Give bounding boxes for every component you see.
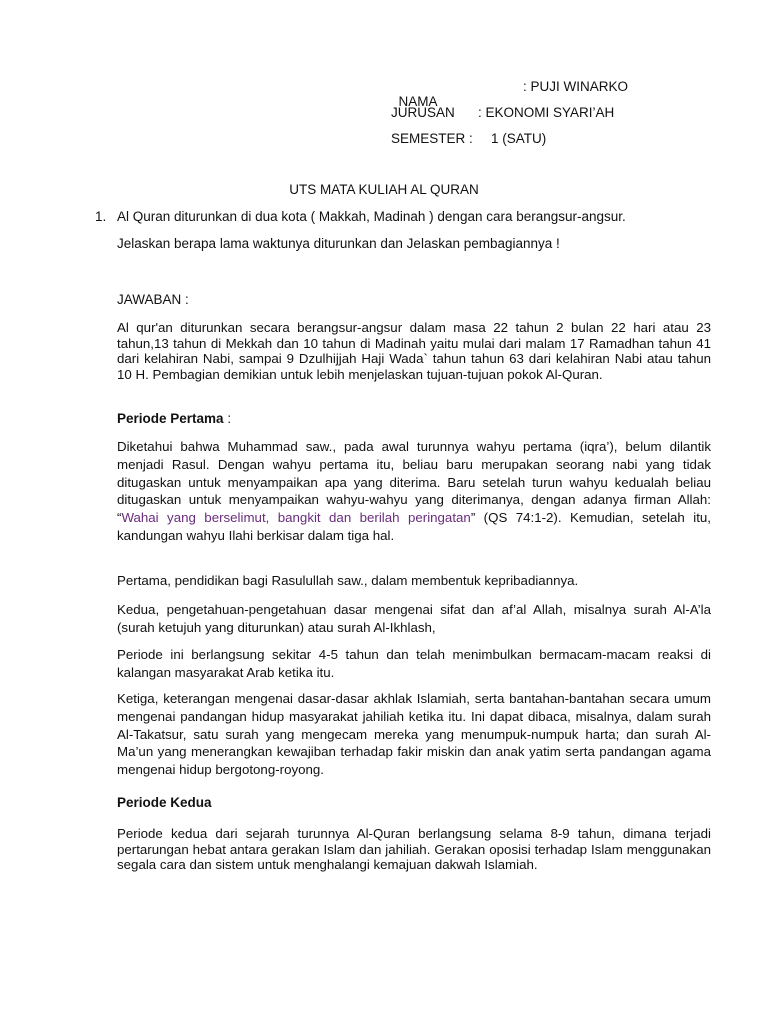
nama-label: NAMA: [398, 94, 438, 109]
semester-label: SEMESTER :: [391, 131, 473, 146]
periode-pertama-title: Periode Pertama: [117, 411, 224, 426]
p1-text-after: ” (QS 74:1-2). Kemudian, setelah itu, kandungan wahyu Ilahi berkisar dalam tiga hal.: [117, 510, 711, 543]
intro-paragraph: Al qur'an diturunkan secara berangsur-angsur dalam masa 22 tahun 2 bulan 22 hari atau 23 tahun,13 tahun di Mekkah dan 10 tahun di Madinah yaitu mulai dari malam 17 Ramadhan tahun 41 dari kelahiran Nabi, sampai 9 Dzulhijjah Haji Wada` tahun tahun 63 dari kelahiran Nabi atau tahun 10 H. Pembagian demikian untuk lebih menjelaskan tujuan-tujuan pokok Al-Quran.: [117, 320, 711, 382]
quran-quote: Wahai yang berselimut, bangkit dan berilah peringatan: [121, 510, 471, 526]
jurusan-value: : EKONOMI SYARI’AH: [478, 105, 615, 120]
question-line-2: Jelaskan berapa lama waktunya diturunkan dan Jelaskan pembagiannya !: [117, 236, 560, 251]
jurusan-label: JURUSAN: [391, 105, 455, 120]
periode-kedua-paragraph-1: Periode kedua dari sejarah turunnya Al-Quran berlangsung selama 8-9 tahun, dimana terjadi pertarungan hebat antara gerakan Islam dan jahiliah. Gerakan oposisi terhadap Islam menggunakan segala cara dan sistem untuk menghalangi kemajuan dakwah Islamiah.: [117, 826, 711, 872]
periode-pertama-paragraph-4: Periode ini berlangsung sekitar 4-5 tahun dan telah menimbulkan bermacam-macam reaksi di kalangan masyarakat Arab ketika itu.: [117, 647, 711, 680]
nama-value: : PUJI WINARKO: [523, 79, 629, 94]
question-line-1: Al Quran diturunkan di dua kota ( Makkah, Madinah ) dengan cara berangsur-angsur.: [117, 209, 626, 224]
periode-pertama-paragraph-5: Ketiga, keterangan mengenai dasar-dasar akhlak Islamiah, serta bantahan-bantahan secara umum mengenai pandangan hidup masyarakat jahiliah ketika itu. Ini dapat dibaca, misalnya, dalam surah Al-Takatsur, satu surah yang mengecam mereka yang menumpuk-numpuk harta; dan surah Al-Ma’un yang menerangkan kewajiban terhadap fakir miskin dan anak yatim serta pandangan agama mengenai hidup bergotong-royong.: [117, 691, 711, 778]
p1-text-before: Diketahui bahwa Muhammad saw., pada awal turunnya wahyu pertama (iqra’), belum dilantik menjadi Rasul. Dengan wahyu pertama itu, beliau baru merupakan seorang nabi yang tidak ditugaskan untuk menyampaikan apa yang diterima. Baru setelah turun wahyu kedualah beliau ditugaskan untuk menyampaikan wahyu-wahyu yang diterimanya, dengan adanya firman Allah: “: [117, 439, 711, 526]
periode-pertama-paragraph-3: Kedua, pengetahuan-pengetahuan dasar mengenai sifat dan af’al Allah, misalnya surah Al-A’la (surah ketujuh yang diturunkan) atau surah Al-Ikhlash,: [117, 602, 711, 635]
heading-colon: :: [223, 411, 232, 426]
document-title: UTS MATA KULIAH AL QURAN: [289, 182, 479, 197]
periode-pertama-heading: [117, 411, 231, 426]
periode-kedua-heading: Periode Kedua: [117, 795, 212, 810]
semester-value: 1 (SATU): [491, 131, 547, 146]
question-number: 1.: [95, 209, 107, 224]
periode-pertama-paragraph-1: [117, 438, 711, 545]
periode-pertama-paragraph-2: Pertama, pendidikan bagi Rasulullah saw., dalam membentuk kepribadiannya.: [117, 573, 579, 588]
answer-label: JAWABAN :: [117, 292, 189, 307]
